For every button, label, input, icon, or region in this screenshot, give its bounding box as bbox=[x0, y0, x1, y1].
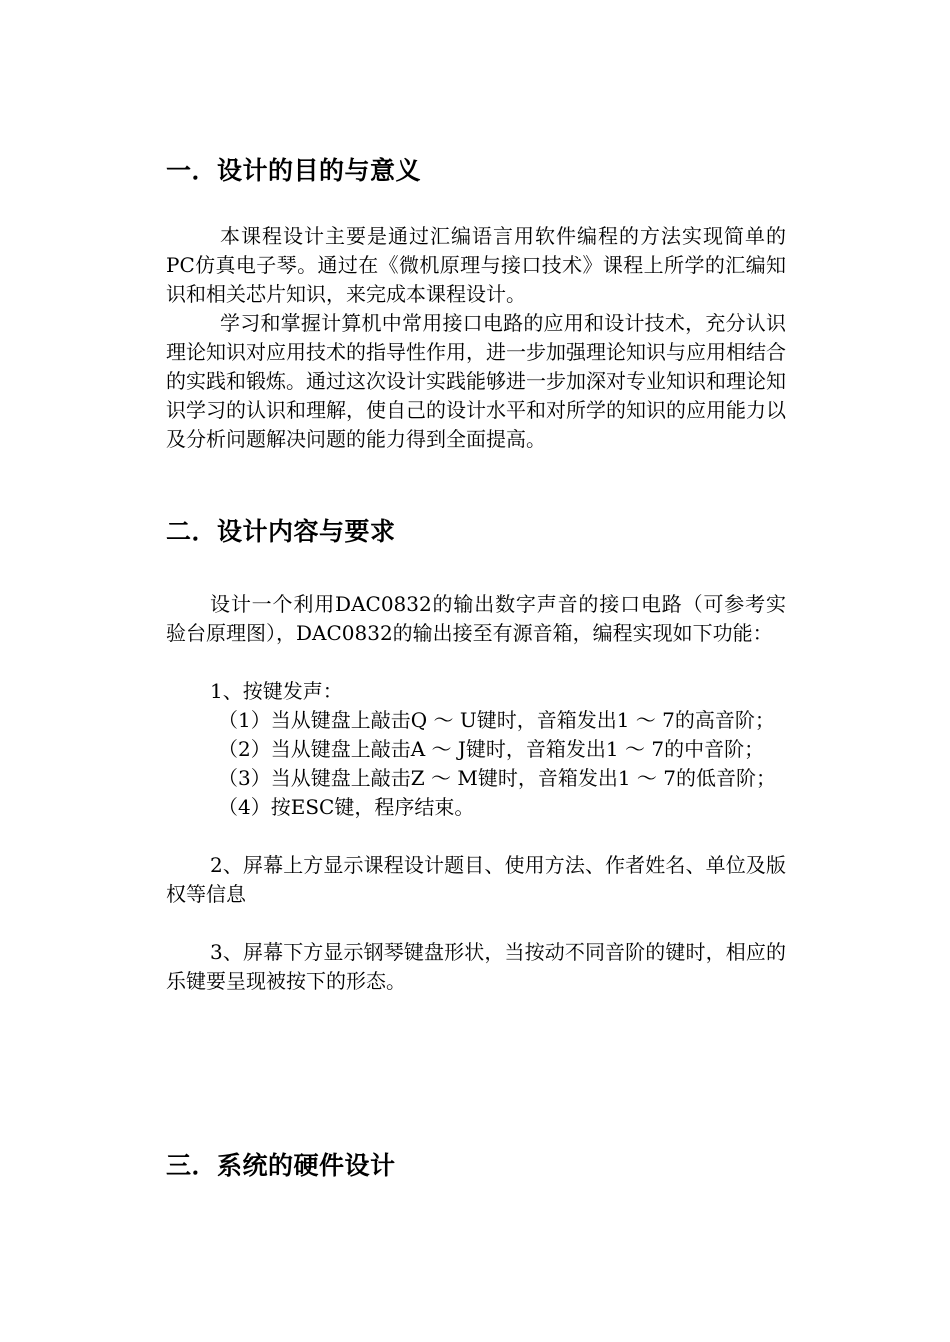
section-heading-requirements: 二．设计内容与要求 bbox=[166, 517, 396, 546]
sub-list-item: （2）当从键盘上敲击A ～ J键时，音箱发出1 ～ 7的中音阶； bbox=[218, 737, 765, 761]
section-body-requirements bbox=[166, 590, 786, 996]
paragraph: 设计一个利用DAC0832的输出数字声音的接口电路（可参考实验台原理图），DAC0832的输出接至有源音箱，编程实现如下功能： bbox=[166, 592, 786, 645]
list-item: 3、屏幕下方显示钢琴键盘形状，当按动不同音阶的键时，相应的乐键要呈现被按下的形态。 bbox=[166, 940, 786, 993]
list-item: 1、按键发声： bbox=[210, 679, 343, 703]
sub-list-item: （3）当从键盘上敲击Z ～ M键时，音箱发出1 ～ 7的低音阶； bbox=[218, 766, 776, 790]
list-item: 2、屏幕上方显示课程设计题目、使用方法、作者姓名、单位及版权等信息 bbox=[166, 853, 786, 906]
paragraph: 本课程设计主要是通过汇编语言用软件编程的方法实现简单的PC仿真电子琴。通过在《微机原理与接口技术》课程上所学的汇编知识和相关芯片知识，来完成本课程设计。 bbox=[166, 224, 786, 306]
sub-list-item: （1）当从键盘上敲击Q ～ U键时，音箱发出1 ～ 7的高音阶； bbox=[218, 708, 775, 732]
section-heading-purpose: 一．设计的目的与意义 bbox=[166, 156, 422, 185]
paragraph: 学习和掌握计算机中常用接口电路的应用和设计技术，充分认识理论知识对应用技术的指导性作用，进一步加强理论知识与应用相结合的实践和锻炼。通过这次设计实践能够进一步加深对专业知识和理论知识学习的认识和理解，使自己的设计水平和对所学的知识的应用能力以及分析问题解决问题的能力得到全面提高。 bbox=[166, 311, 786, 451]
sub-list-item: （4）按ESC键，程序结束。 bbox=[218, 795, 475, 819]
section-body-purpose bbox=[166, 222, 786, 454]
section-heading-hardware: 三．系统的硬件设计 bbox=[166, 1151, 396, 1180]
